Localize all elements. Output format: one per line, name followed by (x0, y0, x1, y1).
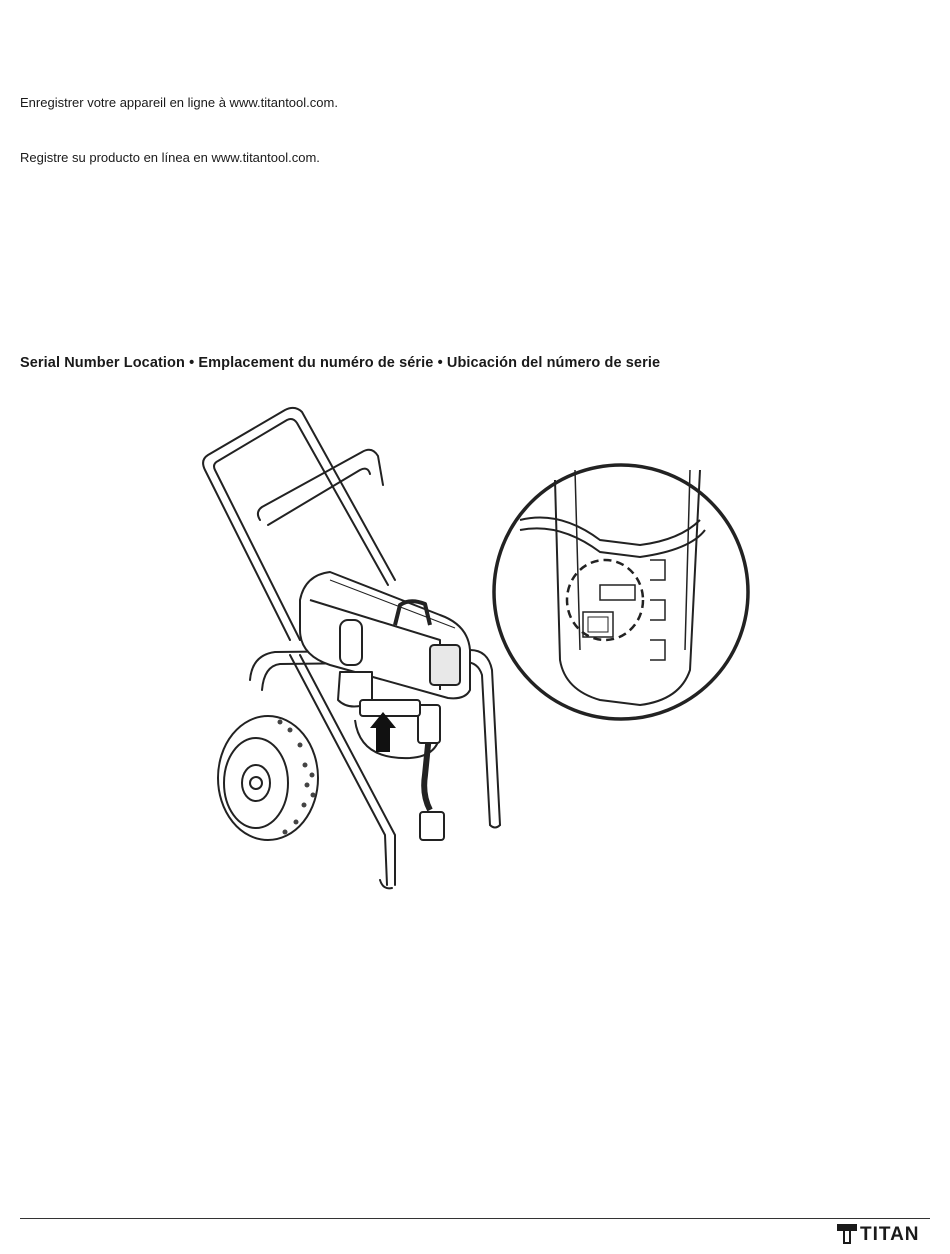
footer-rule (20, 1218, 930, 1219)
pump-and-hose (355, 700, 444, 840)
registration-text-french: Enregistrer votre appareil en ligne à www.titantool.com. (20, 95, 338, 110)
wheel (218, 716, 318, 840)
titan-logo (836, 1222, 934, 1248)
titan-logo-icon (836, 1222, 858, 1246)
serial-number-location-heading: Serial Number Location • Emplacement du numéro de série • Ubicación del número de serie (20, 355, 661, 371)
motor-housing (300, 572, 470, 707)
serial-location-arrow (370, 712, 396, 752)
detail-callout (494, 465, 748, 719)
titan-logo-wordmark: TITAN (860, 1224, 920, 1245)
registration-text-spanish: Registre su producto en línea en www.titantool.com. (20, 150, 320, 165)
sprayer-serial-location-illustration (190, 395, 760, 895)
